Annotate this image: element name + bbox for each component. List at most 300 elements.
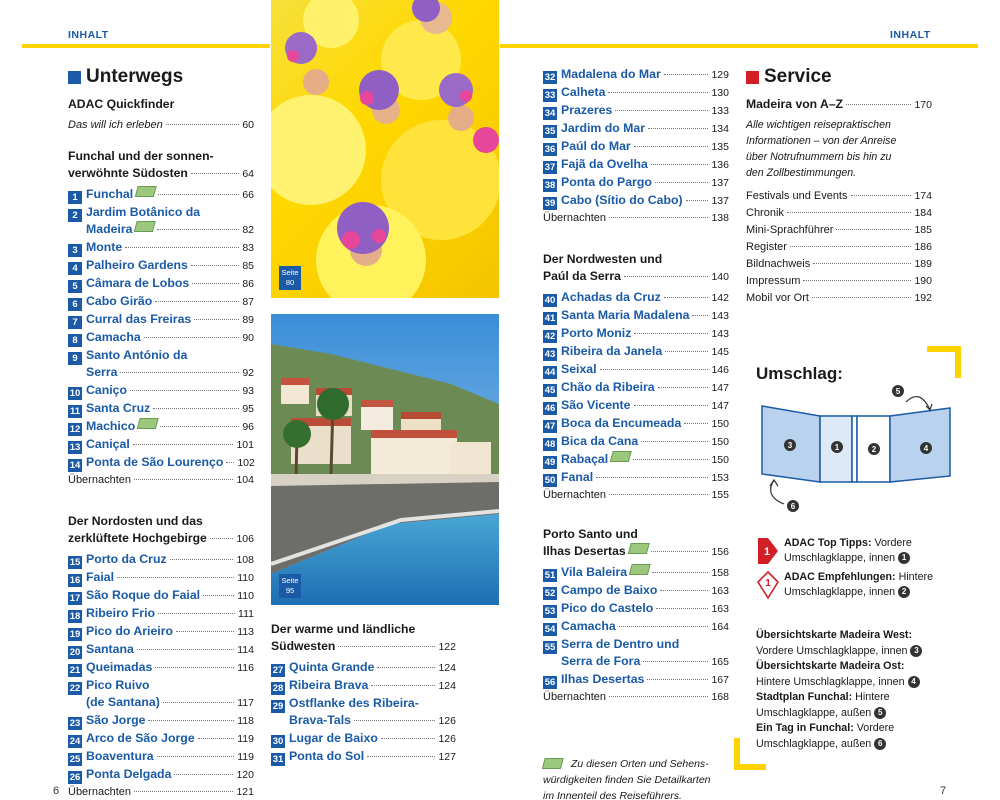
group-title-row[interactable] xyxy=(543,543,729,561)
entry-number-badge: 3 xyxy=(68,244,82,257)
map-west xyxy=(756,628,956,644)
entry-page: 101 xyxy=(236,439,254,451)
toc-entry[interactable] xyxy=(68,329,254,347)
leader-dots xyxy=(615,110,708,111)
leader-dots xyxy=(655,182,709,183)
overnight-line[interactable] xyxy=(543,210,729,227)
entry-last-row xyxy=(561,671,729,689)
entry-page: 143 xyxy=(711,328,729,340)
circle-number: 2 xyxy=(898,586,910,598)
toc-entry[interactable] xyxy=(68,311,254,329)
leader-dots xyxy=(176,631,234,632)
overnight-line[interactable] xyxy=(68,784,254,800)
leader-dots xyxy=(656,608,708,609)
quickfinder-line-label: Das will ich erleben xyxy=(68,119,163,131)
toc-entry[interactable] xyxy=(543,120,729,138)
toc-entry[interactable] xyxy=(543,671,729,689)
entry-body xyxy=(561,618,729,636)
entry-last-row xyxy=(289,712,456,730)
entry-page: 87 xyxy=(242,296,254,308)
entry-number-badge: 23 xyxy=(69,718,81,729)
toc-column-3 xyxy=(543,66,729,800)
leader-dots xyxy=(803,280,911,281)
service-item[interactable] xyxy=(746,290,932,307)
entry-number-badge: 38 xyxy=(544,180,556,191)
map-east xyxy=(756,659,956,675)
overnight-label: Übernachten xyxy=(543,212,606,224)
toc-entry[interactable] xyxy=(543,600,729,618)
entry-number-badge: 46 xyxy=(544,403,556,414)
group-title-line: Südwesten xyxy=(271,639,336,653)
entry-number-badge: 56 xyxy=(544,677,556,688)
group-title-row[interactable] xyxy=(68,530,254,548)
entry-number-badge: 41 xyxy=(544,313,556,324)
toc-entry[interactable] xyxy=(543,433,729,451)
entry-page: 116 xyxy=(237,662,254,674)
entry-body xyxy=(289,748,456,766)
entry-title-line: Funchal xyxy=(86,187,134,201)
entry-number-badge: 5 xyxy=(68,280,82,293)
entry-page: 96 xyxy=(242,421,254,433)
entry-last-row xyxy=(561,156,729,174)
toc-entry[interactable] xyxy=(68,239,254,257)
entry-number-badge: 24 xyxy=(69,736,81,747)
entry-last-row xyxy=(86,418,254,436)
entry-body xyxy=(561,102,729,120)
leader-dots xyxy=(203,595,234,596)
leader-dots xyxy=(813,263,911,264)
toc-entry[interactable] xyxy=(543,192,729,210)
entry-number-badge: 36 xyxy=(544,144,556,155)
entry-title-line: Quinta Grande xyxy=(289,660,375,674)
entry-last-row xyxy=(289,659,456,677)
overnight-line[interactable] xyxy=(543,689,729,706)
entry-last-row xyxy=(289,730,456,748)
entry-title-line: Madalena do Mar xyxy=(561,67,661,81)
group-title-row[interactable] xyxy=(271,638,456,656)
map-funchal-loc xyxy=(756,706,956,722)
entry-body xyxy=(561,361,729,379)
diagram-marker-6 xyxy=(787,500,799,512)
entry-title-line: Chão da Ribeira xyxy=(561,380,655,394)
entry-number-badge: 8 xyxy=(68,334,82,347)
service-title: Service xyxy=(764,66,832,87)
entry-body xyxy=(561,379,729,397)
entry-title-line: Ilhas Desertas xyxy=(561,672,645,686)
leader-dots xyxy=(371,685,435,686)
toc-entry[interactable] xyxy=(68,418,254,436)
entry-number-badge: 55 xyxy=(544,642,556,653)
entry-number-badge: 6 xyxy=(68,298,82,311)
leader-dots xyxy=(633,459,708,460)
toc-entry[interactable] xyxy=(543,636,729,671)
toc-entry[interactable] xyxy=(543,397,729,415)
leader-dots xyxy=(812,297,912,298)
map-label: Ein Tag in Funchal: xyxy=(756,722,854,734)
toc-entry[interactable] xyxy=(543,361,729,379)
toc-entry[interactable] xyxy=(543,618,729,636)
leader-dots xyxy=(619,626,709,627)
entry-last-row xyxy=(86,400,254,418)
entry-page: 146 xyxy=(711,364,729,376)
toc-entry[interactable] xyxy=(271,748,456,766)
toc-entry[interactable] xyxy=(543,343,729,361)
entry-last-row xyxy=(561,343,729,361)
leader-dots xyxy=(133,444,234,445)
festival-photo xyxy=(271,0,499,298)
leader-dots xyxy=(160,426,239,427)
service-item[interactable] xyxy=(746,205,932,222)
entry-body xyxy=(561,469,729,487)
overnight-page: 104 xyxy=(236,474,254,486)
leader-dots xyxy=(210,538,234,539)
legend-label: ADAC Top Tipps: xyxy=(784,537,872,549)
toc-entry[interactable] xyxy=(68,712,254,730)
service-subtitle-page: 170 xyxy=(914,99,932,111)
entry-last-row xyxy=(86,293,254,311)
entry-number-badge: 28 xyxy=(272,683,284,694)
toc-entry[interactable] xyxy=(68,186,254,204)
service-item-label: Impressum xyxy=(746,275,801,287)
group-title-line: Porto Santo und xyxy=(543,527,638,541)
toc-entry[interactable] xyxy=(68,454,254,472)
entry-last-row xyxy=(86,659,254,677)
map-funchal xyxy=(756,690,956,706)
circle-number: 3 xyxy=(910,645,922,657)
leader-dots xyxy=(198,738,235,739)
overnight-line[interactable] xyxy=(68,472,254,489)
detail-map-icon xyxy=(135,186,157,197)
toc-entry[interactable] xyxy=(68,347,254,382)
toc-entry[interactable] xyxy=(543,564,729,582)
entry-body xyxy=(86,382,254,400)
entry-number-badge: 54 xyxy=(544,624,556,635)
toc-entry[interactable] xyxy=(68,623,254,641)
leader-dots xyxy=(134,479,233,480)
entry-last-row xyxy=(561,451,729,469)
festival-photo-art xyxy=(271,0,499,298)
toc-entry[interactable] xyxy=(543,469,729,487)
toc-entry[interactable] xyxy=(543,307,729,325)
toc-entry[interactable] xyxy=(68,748,254,766)
entry-page: 137 xyxy=(711,195,729,207)
entry-last-row xyxy=(86,382,254,400)
leader-dots xyxy=(647,679,708,680)
group-title-line: zerklüftete Hochgebirge xyxy=(68,531,207,545)
service-item-page: 190 xyxy=(914,275,932,287)
toc-column-2 xyxy=(271,619,456,766)
entry-number-badge: 31 xyxy=(272,754,284,765)
toc-entry[interactable] xyxy=(543,138,729,156)
service-item[interactable] xyxy=(746,273,932,290)
entry-page: 150 xyxy=(711,454,729,466)
entry-body xyxy=(561,564,729,582)
leader-dots xyxy=(648,128,708,129)
entry-last-row xyxy=(86,551,254,569)
header-label-left: INHALT xyxy=(68,29,109,41)
entry-body xyxy=(86,329,254,347)
service-item[interactable] xyxy=(746,256,932,273)
toc-entry[interactable] xyxy=(68,659,254,677)
toc-entry[interactable] xyxy=(543,582,729,600)
badge-label: Seite xyxy=(281,268,299,277)
entry-page: 135 xyxy=(711,141,729,153)
leader-dots xyxy=(634,405,709,406)
legend-text: Umschlagklappe, innen xyxy=(784,552,896,564)
service-item-label: Bildnachweis xyxy=(746,258,811,270)
entry-page: 126 xyxy=(438,715,456,727)
badge-page: 95 xyxy=(285,586,295,595)
entry-body xyxy=(86,186,254,204)
entry-last-row xyxy=(561,66,729,84)
entry-last-row xyxy=(561,600,729,618)
entry-body xyxy=(561,156,729,174)
toc-entry[interactable] xyxy=(68,257,254,275)
toc-entry[interactable] xyxy=(68,400,254,418)
leader-dots xyxy=(851,195,912,196)
entry-last-row xyxy=(561,120,729,138)
leader-dots xyxy=(158,613,235,614)
group-title-row[interactable] xyxy=(543,268,729,286)
entry-page: 117 xyxy=(237,697,254,709)
entry-page: 129 xyxy=(711,69,729,81)
toc-entry[interactable] xyxy=(68,436,254,454)
entry-title-line: Madeira xyxy=(86,222,133,236)
entry-body xyxy=(289,677,456,695)
entry-number-badge: 48 xyxy=(544,439,556,450)
toc-entry[interactable] xyxy=(271,695,456,730)
toc-entry[interactable] xyxy=(68,551,254,569)
coast-photo-art xyxy=(271,314,499,605)
group-page: 64 xyxy=(242,168,254,180)
entry-last-row xyxy=(561,379,729,397)
detail-map-icon xyxy=(610,451,632,462)
entry-number-badge: 44 xyxy=(544,367,556,378)
entry-page: 127 xyxy=(438,751,456,763)
diagram-label: 5 xyxy=(895,387,901,396)
entry-body xyxy=(561,671,729,689)
entry-body xyxy=(289,730,456,748)
entry-title-line: Pico do Arieiro xyxy=(86,624,174,638)
group-page: 140 xyxy=(711,271,729,283)
entry-last-row xyxy=(86,641,254,659)
leader-dots xyxy=(155,667,234,668)
group-page: 106 xyxy=(236,533,254,545)
entry-page: 120 xyxy=(236,769,254,781)
entry-title-line: Caniçal xyxy=(86,437,130,451)
entry-number-badge: 17 xyxy=(69,593,81,604)
photo-page-badge xyxy=(279,574,301,598)
entry-number-badge: 9 xyxy=(68,352,82,365)
overnight-line[interactable] xyxy=(543,487,729,504)
diagram-marker-4 xyxy=(920,442,932,454)
entry-last-row xyxy=(86,364,254,382)
leader-dots xyxy=(338,646,435,647)
toc-entry[interactable] xyxy=(543,379,729,397)
toc-entry[interactable] xyxy=(543,325,729,343)
entry-page: 113 xyxy=(237,626,254,638)
entry-last-row xyxy=(561,397,729,415)
entry-body xyxy=(86,454,255,472)
toc-entry[interactable] xyxy=(271,677,456,695)
toc-entry[interactable] xyxy=(68,382,254,400)
entry-page: 130 xyxy=(711,87,729,99)
entry-page: 163 xyxy=(711,585,729,597)
toc-entry[interactable] xyxy=(68,641,254,659)
entry-number-badge: 39 xyxy=(544,198,556,209)
toc-entry[interactable] xyxy=(543,174,729,192)
entry-title-line: Brava-Tals xyxy=(289,713,351,727)
entry-title-line: Jardim do Mar xyxy=(561,121,646,135)
top-tipp-icon xyxy=(756,536,780,566)
entry-title-line: Jardim Botânico da xyxy=(86,205,201,219)
quickfinder-title: ADAC Quickfinder xyxy=(68,97,175,111)
service-subtitle-line[interactable] xyxy=(746,96,932,114)
leader-dots xyxy=(609,696,708,697)
map-note-line-1: Zu diesen Orten und Sehens- xyxy=(570,758,709,770)
entry-body xyxy=(86,275,254,293)
top-tipp-icon-label: 1 xyxy=(763,546,771,558)
entry-body xyxy=(289,695,456,730)
entry-page: 136 xyxy=(711,159,729,171)
entry-number-badge: 52 xyxy=(544,588,556,599)
toc-entry[interactable] xyxy=(543,102,729,120)
leader-dots xyxy=(377,667,435,668)
entry-body xyxy=(86,605,254,623)
detail-map-icon xyxy=(137,418,159,429)
entry-body xyxy=(561,397,729,415)
group-title-line: Funchal und der sonnen- xyxy=(68,149,214,163)
recommendation-icon-label: 1 xyxy=(765,578,771,589)
entry-title-line: Câmara de Lobos xyxy=(86,276,190,290)
entry-number-badge: 22 xyxy=(69,683,81,694)
toc-entry[interactable] xyxy=(68,605,254,623)
group-title-row[interactable] xyxy=(68,165,254,183)
entry-body xyxy=(86,730,254,748)
toc-entry[interactable] xyxy=(68,569,254,587)
entry-page: 111 xyxy=(238,608,254,620)
diagram-marker-2 xyxy=(868,443,880,455)
leader-dots xyxy=(134,791,233,792)
page-number-right: 7 xyxy=(940,785,947,797)
toc-entry[interactable] xyxy=(543,289,729,307)
toc-entry[interactable] xyxy=(543,415,729,433)
entry-title-line: Fanal xyxy=(561,470,594,484)
entry-body xyxy=(561,174,729,192)
entry-title-line: Santana xyxy=(86,642,134,656)
quickfinder-line-page: 60 xyxy=(242,119,254,131)
entry-body xyxy=(86,418,254,436)
group-title-line: Der Nordosten und das xyxy=(68,514,203,528)
group-page: 122 xyxy=(438,641,456,653)
entry-title-line: Ribeira da Janela xyxy=(561,344,663,358)
toc-entry[interactable] xyxy=(271,659,456,677)
entry-title-line: Monte xyxy=(86,240,123,254)
toc-entry[interactable] xyxy=(543,66,729,84)
quickfinder-line[interactable] xyxy=(68,117,254,134)
entry-number-badge: 2 xyxy=(68,209,82,222)
detail-map-icon xyxy=(542,758,564,769)
entry-last-row xyxy=(86,569,254,587)
entry-number-badge: 35 xyxy=(544,126,556,137)
cover-maps-list xyxy=(756,628,956,752)
toc-entry[interactable] xyxy=(68,587,254,605)
toc-entry[interactable] xyxy=(68,204,254,239)
entry-page: 92 xyxy=(242,367,254,379)
entry-body xyxy=(561,325,729,343)
entry-page: 119 xyxy=(237,733,254,745)
toc-entry[interactable] xyxy=(68,677,254,712)
entry-last-row xyxy=(561,361,729,379)
blue-square-icon xyxy=(68,71,81,84)
toc-entry[interactable] xyxy=(543,84,729,102)
group-title-line: Der warme und ländliche xyxy=(271,622,416,636)
entry-page: 126 xyxy=(438,733,456,745)
entry-last-row xyxy=(561,653,729,671)
toc-entry[interactable] xyxy=(271,730,456,748)
toc-entry[interactable] xyxy=(543,451,729,469)
leader-dots xyxy=(846,104,911,105)
entry-last-row xyxy=(86,186,254,204)
entry-page: 110 xyxy=(237,590,254,602)
toc-entry[interactable] xyxy=(68,275,254,293)
entry-number-badge: 29 xyxy=(272,701,284,712)
service-item[interactable] xyxy=(746,222,932,239)
entry-body xyxy=(561,433,729,451)
photo-page-badge xyxy=(279,266,301,290)
map-label: Stadtplan Funchal: xyxy=(756,691,853,703)
entry-title-line: Achadas da Cruz xyxy=(561,290,661,304)
entry-title-line: Campo de Baixo xyxy=(561,583,658,597)
toc-entry[interactable] xyxy=(68,766,254,784)
entry-body xyxy=(86,641,254,659)
entry-last-row xyxy=(86,239,254,257)
toc-entry[interactable] xyxy=(68,293,254,311)
service-item[interactable] xyxy=(746,188,932,205)
entry-number-badge: 10 xyxy=(69,388,81,399)
toc-entry[interactable] xyxy=(68,730,254,748)
diagram-marker-3 xyxy=(784,439,796,451)
yellow-corner-top xyxy=(927,346,961,378)
leader-dots xyxy=(609,494,708,495)
entry-page: 82 xyxy=(242,224,254,236)
entry-number-badge: 18 xyxy=(69,611,81,622)
badge-page: 80 xyxy=(285,278,295,287)
leader-dots xyxy=(158,194,239,195)
recommendation-icon xyxy=(756,570,780,600)
overnight-page: 138 xyxy=(711,212,729,224)
entry-number-badge: 7 xyxy=(68,316,82,329)
leader-dots xyxy=(641,441,708,442)
entry-last-row xyxy=(86,221,254,239)
entry-last-row xyxy=(86,766,254,784)
service-heading xyxy=(746,66,932,88)
entry-number-badge: 26 xyxy=(69,772,81,783)
service-item[interactable] xyxy=(746,239,932,256)
leader-dots xyxy=(692,315,708,316)
entry-page: 133 xyxy=(711,105,729,117)
toc-entry[interactable] xyxy=(543,156,729,174)
entry-number-badge: 1 xyxy=(68,191,82,204)
leader-dots xyxy=(381,738,436,739)
entry-body xyxy=(86,766,254,784)
entry-number-badge: 33 xyxy=(544,90,556,101)
diagram-label: 1 xyxy=(834,443,840,452)
entry-body xyxy=(561,415,729,433)
service-item-page: 184 xyxy=(914,207,932,219)
entry-title-line: Ponta de São Lourenço xyxy=(86,455,224,469)
overnight-label: Übernachten xyxy=(543,489,606,501)
